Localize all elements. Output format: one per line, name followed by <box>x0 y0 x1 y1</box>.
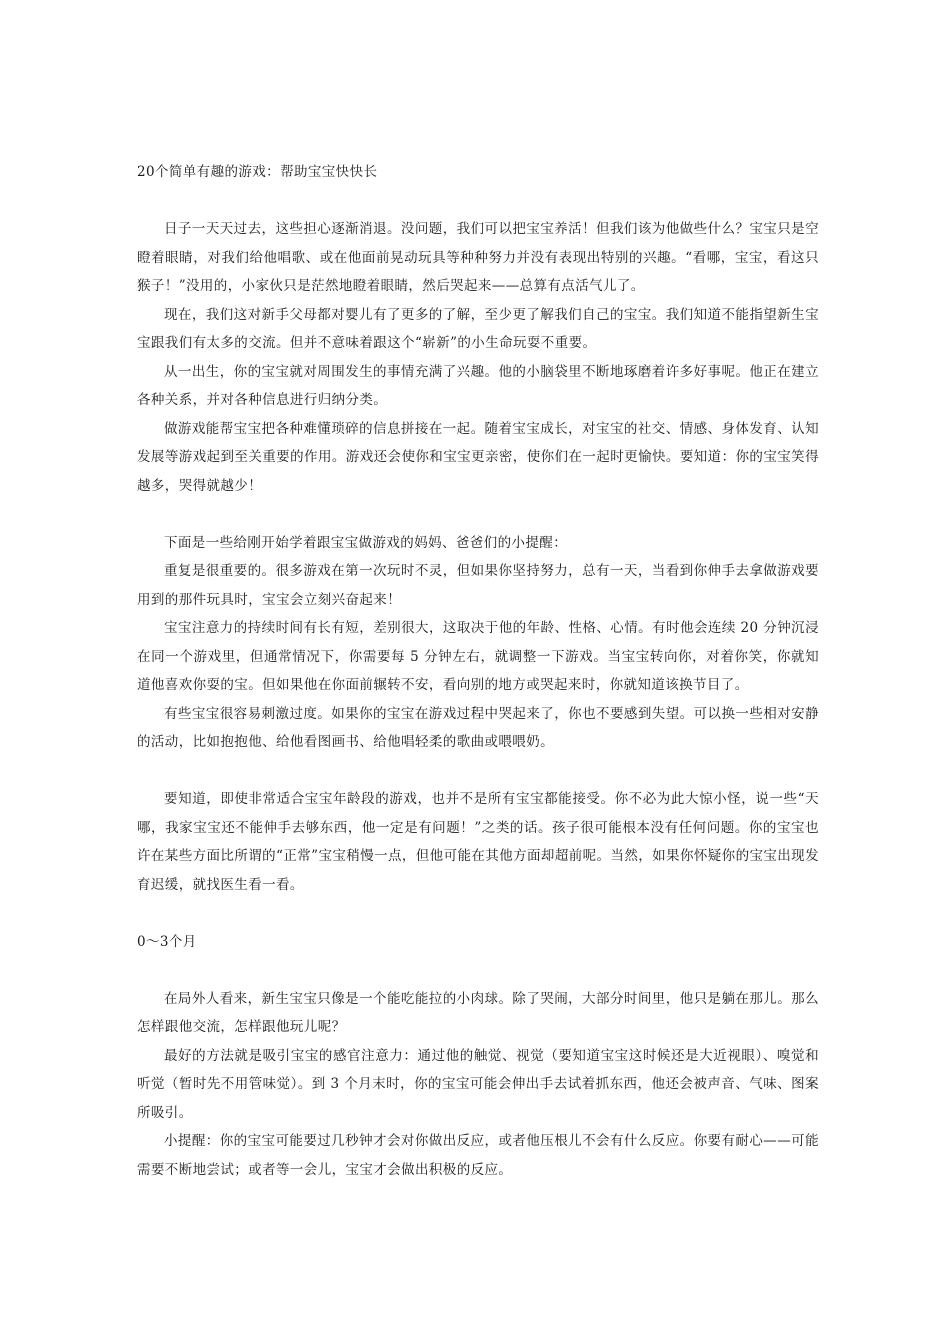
note-paragraph: 要知道，即使非常适合宝宝年龄段的游戏，也并不是所有宝宝都能接受。你不必为此大惊小怪，说一些“天哪，我家宝宝还不能伸手去够东西，他一定是有问题！”之类的话。孩子很可能根本没有任何问题。你的宝宝也许在某些方面比所谓的“正常”宝宝稍慢一点，但他可能在其他方面却超前呢。当然，如果你怀疑你的宝宝出现发育迟缓，就找医生看一看。 <box>137 791 819 893</box>
section-paragraph: 小提醒：你的宝宝可能要过几秒钟才会对你做出反应，或者他压根儿不会有什么反应。你要有耐心——可能需要不断地尝试；或者等一会儿，宝宝才会做出积极的反应。 <box>137 1133 819 1178</box>
section-paragraph: 最好的方法就是吸引宝宝的感官注意力：通过他的触觉、视觉（要知道宝宝这时候还是大近视眼）、嗅觉和听觉（暂时先不用管味觉）。到 3 个月末时，你的宝宝可能会伸出手去试着抓东西，他还会被声音、气味、图案所吸引。 <box>137 1047 819 1121</box>
intro-paragraph: 日子一天天过去，这些担心逐渐消退。没问题，我们可以把宝宝养活！但我们该为他做些什么？宝宝只是空瞪着眼睛，对我们给他唱歌、或在他面前晃动玩具等种种努力并没有表现出特别的兴趣。“看哪，宝宝，看这只猴子！”没用的，小家伙只是茫然地瞪着眼睛，然后哭起来——总算有点活气儿了。 <box>137 221 819 294</box>
tips-paragraph: 有些宝宝很容易刺激过度。如果你的宝宝在游戏过程中哭起来了，你也不要感到失望。可以换一些相对安静的活动，比如抱抱他、给他看图画书、给他唱轻柔的歌曲或喂喂奶。 <box>137 705 819 750</box>
intro-paragraph: 做游戏能帮宝宝把各种难懂琐碎的信息拼接在一起。随着宝宝成长，对宝宝的社交、情感、身体发育、认知发展等游戏起到至关重要的作用。游戏还会使你和宝宝更亲密，使你们在一起时更愉快。要知道：你的宝宝笑得越多，哭得就越少！ <box>137 420 819 494</box>
tips-paragraph: 下面是一些给刚开始学着跟宝宝做游戏的妈妈、爸爸们的小提醒： <box>164 534 568 551</box>
section-paragraph: 在局外人看来，新生宝宝只像是一个能吃能拉的小肉球。除了哭闹，大部分时间里，他只是躺在那儿。那么怎样跟他交流，怎样跟他玩儿呢？ <box>137 990 819 1035</box>
spacer <box>137 757 819 786</box>
section-title: 0～3个月 <box>137 933 197 950</box>
tips-paragraph: 宝宝注意力的持续时间有长有短，差别很大，这取决于他的年龄、性格、心情。有时他会连续 20 分钟沉浸在同一个游戏里，但通常情况下，你需要每 5 分钟左右，就调整一下游戏。当宝宝转向你，对着你笑，你就知道他喜欢你耍的宝。但如果他在你面前辗转不安，看向别的地方或哭起来时，你就知道该换节目了。 <box>137 620 819 693</box>
spacer <box>137 500 819 529</box>
spacer <box>137 187 819 216</box>
tips-paragraph: 重复是很重要的。很多游戏在第一次玩时不灵，但如果你坚持努力，总有一天，当看到你伸手去拿做游戏要用到的那件玩具时，宝宝会立刻兴奋起来！ <box>137 563 819 608</box>
spacer <box>137 899 819 928</box>
intro-paragraph: 现在，我们这对新手父母都对婴儿有了更多的了解，至少更了解我们自己的宝宝。我们知道不能指望新生宝宝跟我们有太多的交流。但并不意味着跟这个“崭新”的小生命玩耍不重要。 <box>137 306 819 351</box>
document-page <box>137 158 819 1184</box>
document-title: 20个简单有趣的游戏：帮助宝宝快快长 <box>137 164 378 180</box>
intro-paragraph: 从一出生，你的宝宝就对周围发生的事情充满了兴趣。他的小脑袋里不断地琢磨着许多好事呢。他正在建立各种关系，并对各种信息进行归纳分类。 <box>137 363 819 408</box>
spacer <box>137 956 819 985</box>
